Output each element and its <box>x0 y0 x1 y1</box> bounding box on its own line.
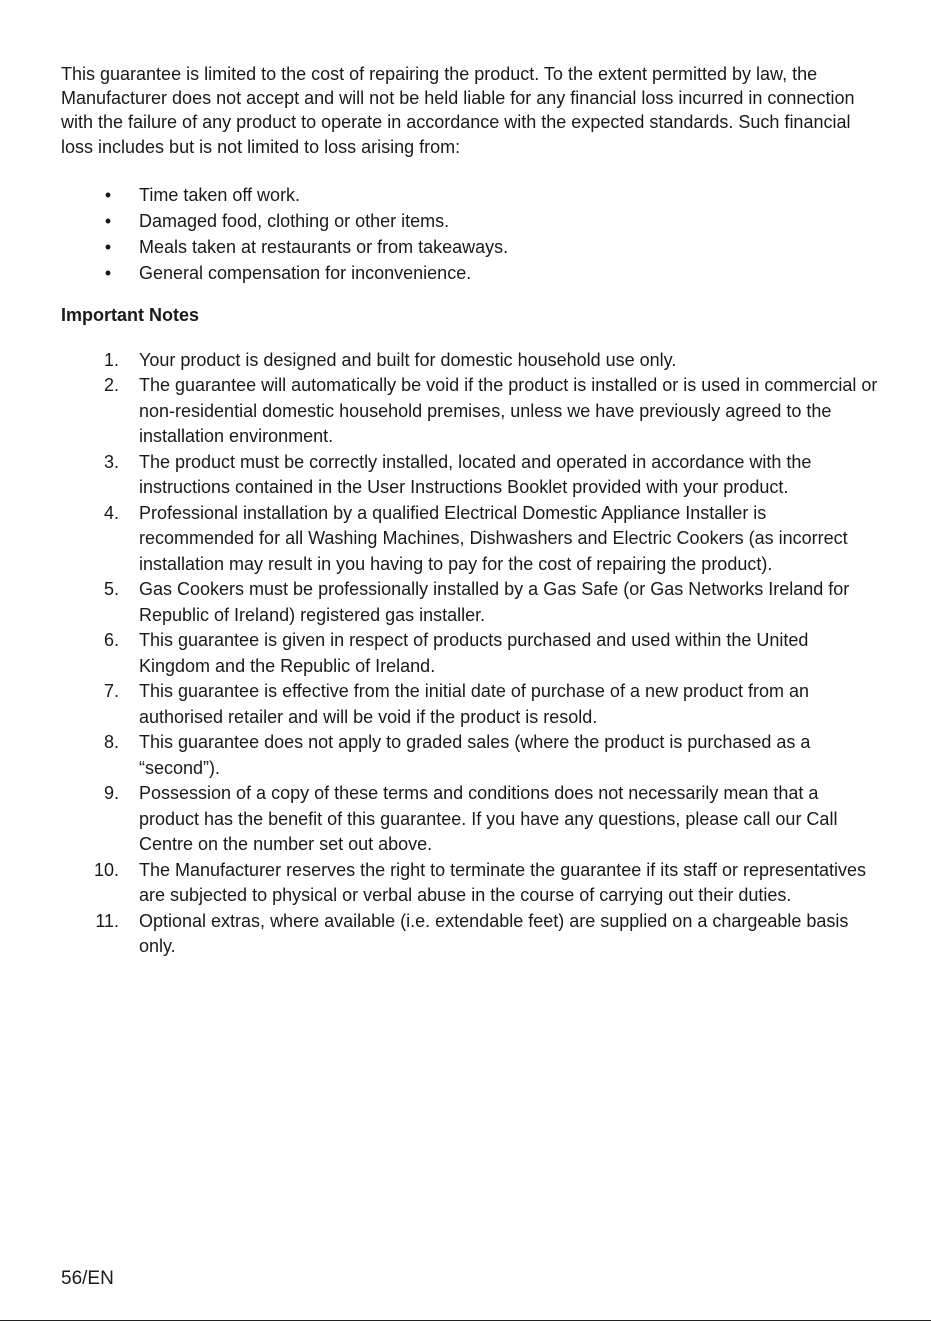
note-item <box>61 628 881 679</box>
note-text: The Manufacturer reserves the right to terminate the guarantee if its staff or representatives are subjected to physical or verbal abuse in the course of carrying out their duties. <box>139 859 867 906</box>
note-number: 10. <box>93 859 119 880</box>
bullet-icon: • <box>104 210 112 231</box>
note-text: The product must be correctly installed, located and operated in accordance with the instructions contained in the User Instructions Booklet provided with your product. <box>139 451 812 498</box>
note-item <box>61 577 881 628</box>
note-item <box>61 679 881 730</box>
list-item-text: General compensation for inconvenience. <box>139 262 472 283</box>
bullet-icon: • <box>104 184 112 205</box>
section-heading: Important Notes <box>61 304 200 325</box>
note-item <box>61 501 881 578</box>
list-item-text: Time taken off work. <box>139 184 301 205</box>
list-item <box>61 260 881 286</box>
note-number: 4. <box>103 502 119 523</box>
note-text: Gas Cookers must be professionally installed by a Gas Safe (or Gas Networks Ireland for Republic of Ireland) registered gas installer. <box>139 579 850 625</box>
note-number: 3. <box>103 451 119 472</box>
note-number: 9. <box>103 783 119 804</box>
note-item <box>61 348 881 374</box>
page-bottom-divider <box>0 1320 931 1321</box>
note-item <box>61 909 881 960</box>
bullet-icon: • <box>104 262 112 283</box>
intro-paragraph: This guarantee is limited to the cost of repairing the product. To the extent permitted by law, the Manufacturer does not accept and will not be held liable for any financial loss incurred in connection with the failure of any product to operate in accordance with the expected standards. Such financial loss includes but is not limited to loss arising from: <box>61 64 855 157</box>
list-item <box>61 208 881 234</box>
page-number: 56/EN <box>61 1268 114 1289</box>
note-number: 7. <box>103 681 119 702</box>
note-text: This guarantee does not apply to graded sales (where the product is purchased as a “second”). <box>139 732 811 778</box>
note-text: The guarantee will automatically be void if the product is installed or is used in commercial or non-residential domestic household premises, unless we have previously agreed to the installation environment. <box>139 375 878 447</box>
note-item <box>61 730 881 781</box>
note-number: 11. <box>95 910 119 931</box>
note-text: Professional installation by a qualified Electrical Domestic Appliance Installer is recommended for all Washing Machines, Dishwashers and Electric Cookers (as incorrect installation may result in you having to pay for the cost of repairing the product). <box>139 502 848 574</box>
list-item <box>61 234 881 260</box>
list-item-text: Meals taken at restaurants or from takeaways. <box>139 236 509 257</box>
note-text: Optional extras, where available (i.e. extendable feet) are supplied on a chargeable basis only. <box>139 910 849 957</box>
note-number: 5. <box>103 579 119 600</box>
important-notes-list <box>61 348 881 960</box>
list-item-text: Damaged food, clothing or other items. <box>139 210 450 231</box>
bullet-icon: • <box>104 236 112 257</box>
note-number: 1. <box>103 349 119 370</box>
list-item <box>61 182 881 208</box>
note-item <box>61 781 881 858</box>
note-number: 2. <box>103 375 119 396</box>
note-number: 6. <box>103 630 119 651</box>
guarantee-document <box>61 62 881 960</box>
loss-list <box>61 182 881 286</box>
note-item <box>61 373 881 450</box>
note-number: 8. <box>103 732 119 753</box>
note-item <box>61 450 881 501</box>
note-text: Your product is designed and built for domestic household use only. <box>139 349 677 370</box>
note-item <box>61 858 881 909</box>
note-text: This guarantee is given in respect of products purchased and used within the United Kingdom and the Republic of Ireland. <box>139 630 809 676</box>
note-text: This guarantee is effective from the initial date of purchase of a new product from an authorised retailer and will be void if the product is resold. <box>139 681 810 727</box>
note-text: Possession of a copy of these terms and conditions does not necessarily mean that a product has the benefit of this guarantee. If you have any questions, please call our Call Centre on the number set out above. <box>139 783 838 855</box>
